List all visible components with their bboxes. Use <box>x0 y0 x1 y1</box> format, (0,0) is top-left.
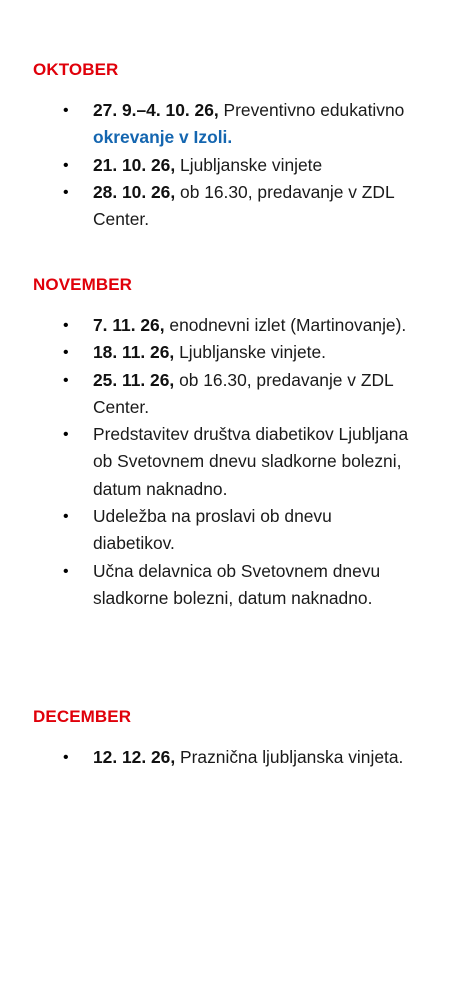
list-item <box>0 312 474 339</box>
list-item <box>0 367 474 422</box>
event-text: Predstavitev društva diabetikov Ljubljana ob Svetovnem dnevu sladkorne bolezni, datum naknadno. <box>93 424 409 499</box>
event-date: 12. 12. 26, <box>93 747 176 767</box>
list-item <box>0 179 474 234</box>
event-text: Udeležba na proslavi ob dnevu diabetikov. <box>93 506 332 554</box>
event-date: 7. 11. 26, <box>93 315 165 335</box>
list-item <box>0 558 474 613</box>
list-item <box>0 152 474 179</box>
event-text: Praznična ljubljanska vinjeta. <box>175 747 404 767</box>
event-text: Učna delavnica ob Svetovnem dnevu sladkorne bolezni, datum naknadno. <box>93 560 381 608</box>
list-item <box>0 339 474 366</box>
bullet-icon: • <box>63 317 69 334</box>
list-item <box>0 503 474 558</box>
event-text: Ljubljanske vinjete. <box>174 342 327 363</box>
event-date: 27. 9.–4. 10. 26, <box>93 100 219 120</box>
event-link[interactable]: okrevanje v Izoli. <box>93 127 233 148</box>
event-date: 28. 10. 26, <box>93 181 176 202</box>
event-list-december <box>0 744 474 771</box>
event-list-oktober <box>0 97 474 233</box>
list-item <box>0 97 474 152</box>
bullet-icon: • <box>63 156 69 174</box>
bullet-icon: • <box>63 183 69 201</box>
event-text: ob 16.30, predavanje v ZDL Center. <box>93 369 394 417</box>
event-date: 18. 11. 26, <box>93 342 175 363</box>
list-item <box>0 744 474 771</box>
month-heading-november: NOVEMBER <box>33 275 133 294</box>
bullet-icon: • <box>63 344 69 362</box>
month-heading-oktober: OKTOBER <box>33 60 119 79</box>
event-text: enodnevni izlet (Martinovanje). <box>164 315 407 335</box>
month-heading-december: DECEMBER <box>33 707 132 726</box>
event-list-november <box>0 312 474 612</box>
event-date: 25. 11. 26, <box>93 369 175 390</box>
event-text: Ljubljanske vinjete <box>175 154 323 175</box>
bullet-icon: • <box>63 749 69 766</box>
bullet-icon: • <box>63 371 69 389</box>
event-text: Preventivno edukativno <box>218 100 405 120</box>
bullet-icon: • <box>63 102 69 119</box>
bullet-icon: • <box>63 426 69 444</box>
list-item <box>0 421 474 503</box>
bullet-icon: • <box>63 562 69 580</box>
bullet-icon: • <box>63 508 69 526</box>
event-date: 21. 10. 26, <box>93 154 176 175</box>
event-text: ob 16.30, predavanje v ZDL Center. <box>93 181 395 230</box>
